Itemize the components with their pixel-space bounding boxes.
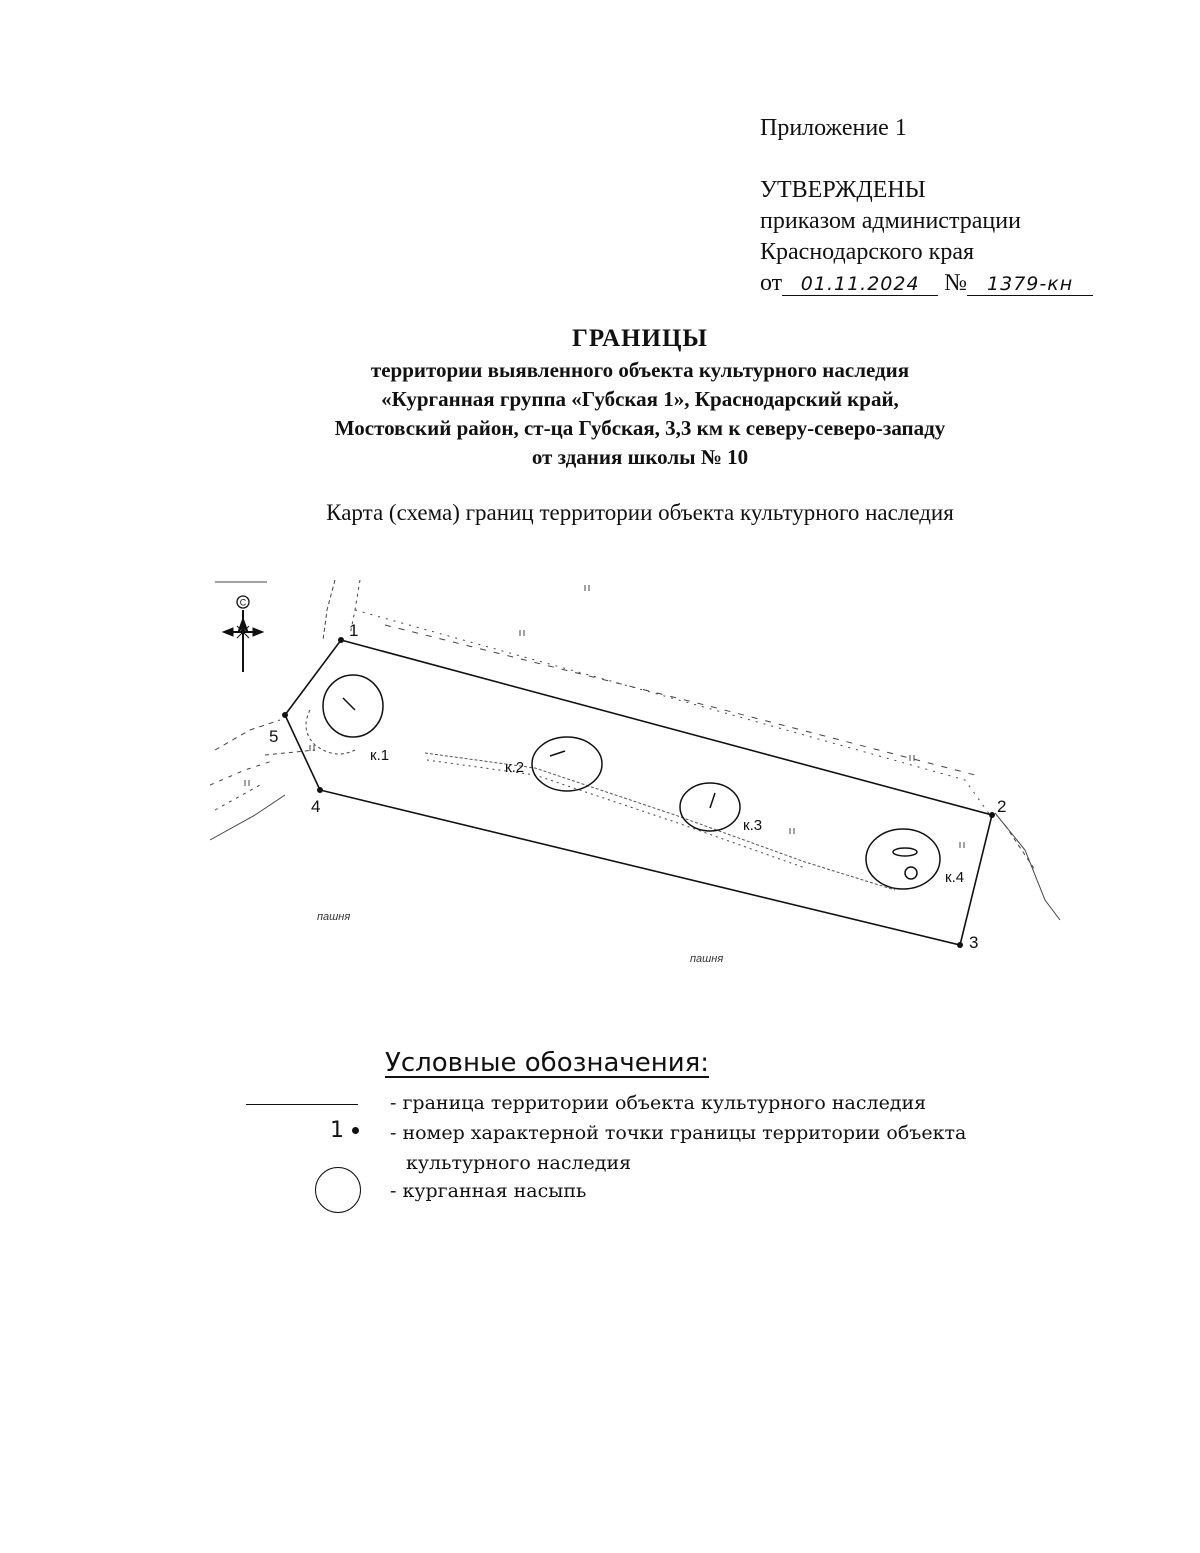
mound-label-4: к.4 [945, 869, 965, 886]
legend-boundary-text: - граница территории объекта культурного наследия [390, 1092, 927, 1114]
point-label-3: 3 [969, 933, 979, 952]
point-label-4: 4 [311, 797, 321, 816]
boundary-point-4 [317, 787, 323, 793]
terrain-marks [210, 580, 1060, 920]
boundary-point-1 [338, 637, 344, 643]
legend-boundary-line [246, 1104, 358, 1105]
title-line-1: территории выявленного объекта культурного наследия [370, 358, 910, 382]
title-line-4: от здания школы № 10 [531, 445, 749, 469]
boundary-map [205, 570, 1075, 980]
mound-1 [323, 675, 383, 737]
order-date-line [760, 268, 1093, 299]
point-label-2: 2 [997, 797, 1007, 816]
mound-label-3: к.3 [743, 817, 763, 834]
handwritten-number: 1379-кн [967, 273, 1093, 296]
legend-point-text-2: культурного наследия [406, 1152, 632, 1174]
approved-heading: УТВЕРЖДЕНЫ [760, 177, 926, 203]
order-line-2: Краснодарского края [760, 239, 975, 265]
approval-block [760, 175, 1093, 299]
order-line-1: приказом администрации [760, 208, 1021, 234]
legend-title: Условные обозначения: [385, 1048, 710, 1078]
mound-label-2: к.2 [505, 759, 525, 776]
number-prefix: № [944, 270, 968, 296]
point-labels [269, 621, 1006, 952]
boundary-points [282, 637, 995, 948]
mound-4 [866, 829, 940, 889]
boundary-point-3 [957, 942, 963, 948]
legend-point-number: 1 [330, 1118, 344, 1143]
legend-mound-text: - курганная насыпь [390, 1180, 587, 1202]
legend-point-text-1: - номер характерной точки границы территории объекта [390, 1122, 967, 1144]
legend-point-dot-icon [352, 1127, 359, 1134]
mound-label-1: к.1 [370, 747, 390, 764]
territory-boundary [285, 640, 992, 945]
mounds [323, 675, 940, 889]
land-labels [317, 911, 723, 965]
title-line-2: «Курганная группа «Губская 1», Краснодарский край, [381, 387, 899, 411]
point-label-1: 1 [349, 621, 359, 640]
boundary-point-2 [989, 812, 995, 818]
land-label-2: пашня [690, 953, 724, 965]
document-title [140, 322, 1140, 472]
mound-labels [370, 747, 964, 886]
compass-icon [223, 596, 263, 672]
title-line-3: Мостовский район, ст-ца Губская, 3,3 км к северу-северо-западу [334, 416, 946, 440]
legend-mound-circle-icon [315, 1167, 361, 1213]
appendix-label: Приложение 1 [760, 115, 907, 141]
date-prefix: от [760, 270, 783, 296]
title-main: ГРАНИЦЫ [572, 325, 708, 352]
land-label-1: пашня [317, 911, 351, 923]
boundary-point-5 [282, 712, 288, 718]
mound-2 [532, 737, 602, 791]
point-label-5: 5 [269, 727, 279, 746]
map-caption: Карта (схема) границ территории объекта культурного наследия [326, 500, 954, 525]
compass-north-label: С [239, 597, 247, 608]
handwritten-date: 01.11.2024 [782, 273, 938, 296]
